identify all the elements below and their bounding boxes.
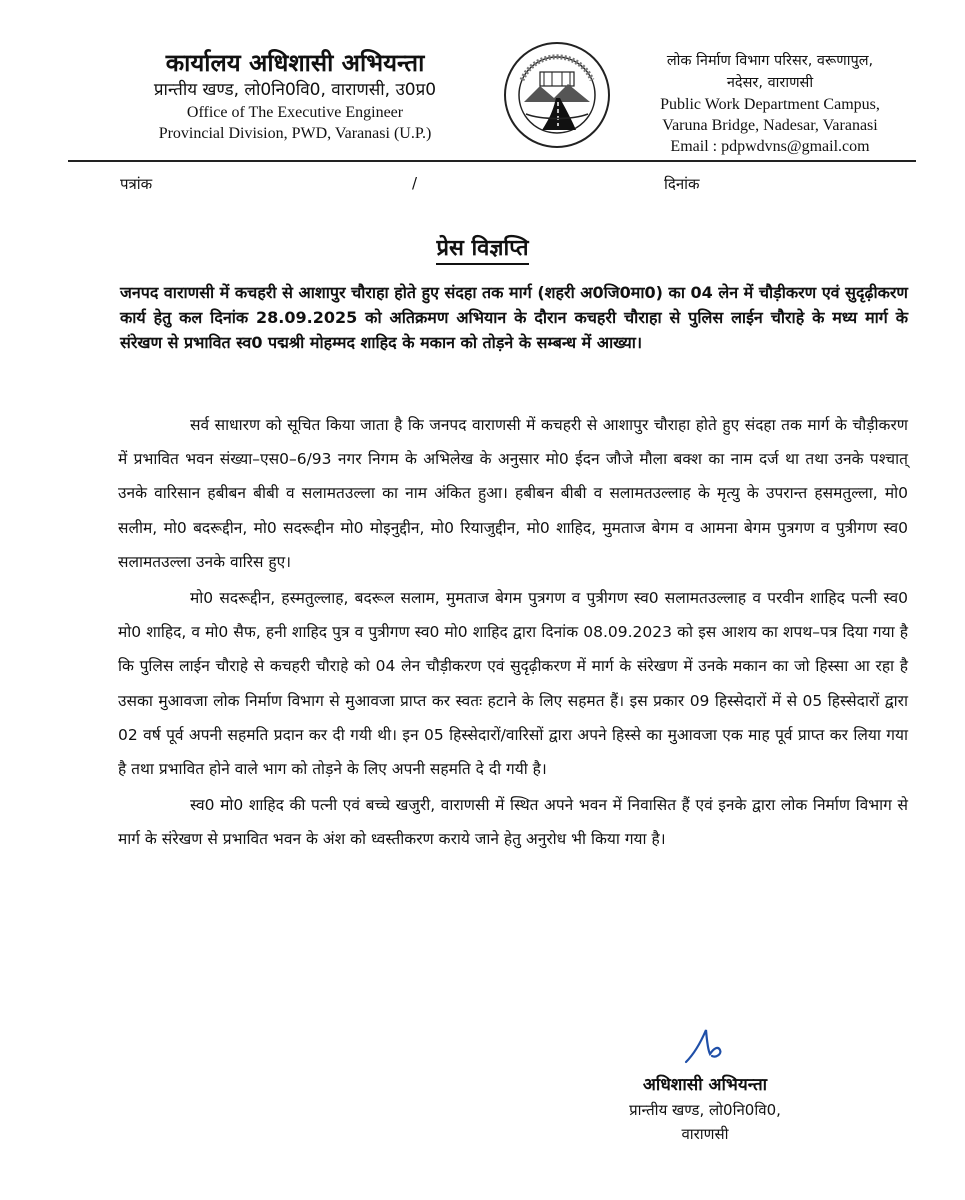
address-hindi-line2: नदेसर, वाराणसी [726, 75, 814, 91]
body-text [118, 408, 908, 857]
office-title-english: Office of The Executive Engineer [186, 104, 404, 121]
signature-mark [680, 1024, 740, 1066]
body-paragraph-3: स्व0 मो0 शाहिद की पत्नी एवं बच्चे खजुरी, वाराणसी में स्थित अपने भवन में निवासित हैं एवं इनके द्वारा लोक निर्माण विभाग से मार्ग के संरेखण से प्रभावित भवन के अंश को ध्वस्तीकरण कराये जाने हेतु अनुरोध भी किया गया है। [118, 796, 908, 849]
division-hindi: प्रान्तीय खण्ड, लो0नि0वि0, वाराणसी, उ0प्र0 [153, 80, 437, 100]
address-hindi-line1: लोक निर्माण विभाग परिसर, वरूणापुल, [666, 53, 874, 69]
signatory-designation: अधिशासी अभियन्ता [642, 1075, 768, 1095]
patrank-label: पत्रांक [120, 175, 153, 193]
address-english-line1: Public Work Department Campus, [660, 96, 880, 113]
signatory-division: प्रान्तीय खण्ड, लो0नि0वि0, [629, 1101, 781, 1119]
body-paragraph-1: सर्व साधारण को सूचित किया जाता है कि जनपद वाराणसी में कचहरी से आशापुर चौराहा होते हुए संदहा तक मार्ग के चौड़ीकरण में प्रभावित भवन संख्या–एस0–6/93 नगर निगम के अभिलेख के अनुसार मो0 ईदन जौजे मौला बक्श का नाम दर्ज था तथा उनके पश्चात् उनके वारिसान हबीबन बीबी व सलामतउल्ला का नाम अंकित हुआ। हबीबन बीबी व सलामतउल्लाह के मृत्यु के उपरान्त हसमतुल्ला, मो0 सलीम, मो0 बदरूद्दीन, मो0 सदरूद्दीन मो0 मोइनुद्दीन, मो0 रियाजुद्दीन, मो0 शाहिद, मुमताज बेगम व आमना बेगम पुत्रगण व पुत्रीगण स्व0 सलामतउल्ला उनके वारिस हुए। [118, 416, 908, 571]
dinank-label: दिनांक [664, 175, 700, 193]
page-title-text: प्रेस विज्ञप्ति [436, 236, 528, 265]
signatory-city: वाराणसी [681, 1125, 729, 1143]
pwd-up-emblem-icon [502, 40, 612, 150]
letterhead-left [95, 48, 495, 144]
division-english: Provincial Division, PWD, Varanasi (U.P.) [158, 125, 432, 142]
signature-block [580, 1072, 830, 1146]
email-address: Email : pdpwdvns@gmail.com [670, 138, 870, 155]
address-english-line2: Varuna Bridge, Nadesar, Varanasi [662, 117, 878, 134]
letterhead-right [620, 50, 920, 157]
page-title [0, 232, 965, 262]
body-paragraph-2: मो0 सदरूद्दीन, हस्मतुल्लाह, बदरूल सलाम, मुमताज बेगम पुत्रगण व पुत्रीगण स्व0 सलामतउल्लाह व परवीन शाहिद पत्नी स्व0 मो0 शाहिद, व मो0 सैफ, हनी शाहिद पुत्र व पुत्रीगण स्व0 मो0 शाहिद द्वारा दिनांक 08.09.2023 को इस आशय का शपथ–पत्र दिया गया है कि पुलिस लाईन चौराहे से कचहरी चौराहे को 04 लेन चौड़ीकरण एवं सुदृढ़ीकरण में मार्ग के संरेखण में उनके मकान का जो हिस्सा आ रहा है उसका मुआवजा लोक निर्माण विभाग से मुआवजा प्राप्त कर स्वतः हटाने के लिए सहमत हैं। इस प्रकार 09 हिस्सेदारों में से 05 हिस्सेदारों द्वारा 02 वर्ष पूर्व अपनी सहमति प्रदान कर दी गयी थी। इन 05 हिस्सेदारों/वारिसों द्वारा अपने हिस्से का मुआवजा एक माह पूर्व प्राप्त कर लिया गया है तथा प्रभावित होने वाले भाग को तोड़ने के लिए अपनी सहमति दे दी गयी है। [118, 589, 908, 779]
ref-separator: / [412, 174, 418, 192]
subject-paragraph: जनपद वाराणसी में कचहरी से आशापुर चौराहा होते हुए संदहा तक मार्ग (शहरी अ0जि0मा0) का 04 लेन में चौड़ीकरण एवं सुदृढ़ीकरण कार्य हेतु कल दिनांक 28.09.2025 को अतिक्रमण अभियान के दौरान कचहरी चौराहा से पुलिस लाईन चौराहे के मध्य मार्ग के संरेखण से प्रभावित स्व0 पद्मश्री मोहम्मद शाहिद के मकान को तोड़ने के सम्बन्ध में आख्या। [120, 283, 908, 352]
office-title-hindi: कार्यालय अधिशासी अभियन्ता [165, 49, 425, 77]
header-divider [68, 160, 916, 162]
